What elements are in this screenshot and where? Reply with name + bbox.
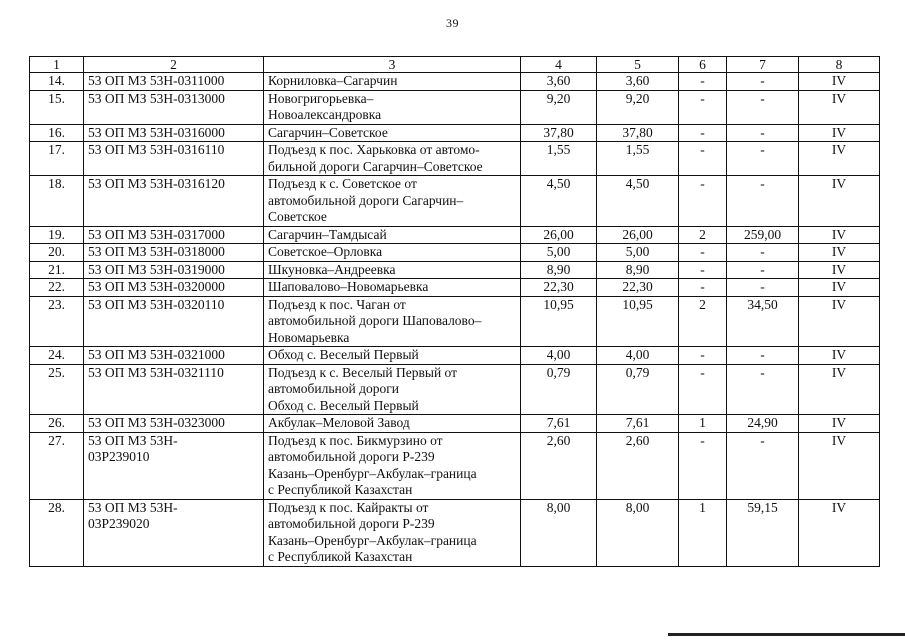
cell-c5: 0,79 bbox=[597, 364, 679, 415]
col-header-8: 8 bbox=[799, 57, 880, 73]
cell-n: 28. bbox=[30, 499, 84, 566]
cell-n: 27. bbox=[30, 432, 84, 499]
cell-name: Обход с. Веселый Первый bbox=[264, 347, 521, 365]
cell-c6: 1 bbox=[679, 499, 727, 566]
table-row bbox=[30, 261, 880, 279]
cell-c8: IV bbox=[799, 142, 880, 176]
cell-c4: 5,00 bbox=[521, 244, 597, 262]
cell-n: 24. bbox=[30, 347, 84, 365]
cell-c7: - bbox=[727, 124, 799, 142]
col-header-1: 1 bbox=[30, 57, 84, 73]
cell-c8: IV bbox=[799, 73, 880, 91]
cell-name: Сагарчин–Советское bbox=[264, 124, 521, 142]
cell-c8: IV bbox=[799, 90, 880, 124]
cell-c5: 9,20 bbox=[597, 90, 679, 124]
col-header-7: 7 bbox=[727, 57, 799, 73]
table-row bbox=[30, 347, 880, 365]
cell-name: Акбулак–Меловой Завод bbox=[264, 415, 521, 433]
cell-name: Советское–Орловка bbox=[264, 244, 521, 262]
cell-c5: 3,60 bbox=[597, 73, 679, 91]
col-header-5: 5 bbox=[597, 57, 679, 73]
cell-c6: 2 bbox=[679, 226, 727, 244]
cell-name: Подъезд к с. Веселый Первый от автомобильной дороги Обход с. Веселый Первый bbox=[264, 364, 521, 415]
cell-name: Шкуновка–Андреевка bbox=[264, 261, 521, 279]
cell-code: 53 ОП МЗ 53Н-0316110 bbox=[84, 142, 264, 176]
cell-n: 16. bbox=[30, 124, 84, 142]
cell-c5: 5,00 bbox=[597, 244, 679, 262]
table-row bbox=[30, 176, 880, 227]
cell-name: Корниловка–Сагарчин bbox=[264, 73, 521, 91]
cell-n: 23. bbox=[30, 296, 84, 347]
table-row bbox=[30, 499, 880, 566]
cell-c7: - bbox=[727, 347, 799, 365]
table-row bbox=[30, 226, 880, 244]
cell-c6: - bbox=[679, 432, 727, 499]
cell-c6: - bbox=[679, 73, 727, 91]
cell-name: Подъезд к пос. Бикмурзино от автомобильной дороги Р-239 Казань–Оренбург–Акбулак–граница с Республикой Казахстан bbox=[264, 432, 521, 499]
cell-c6: - bbox=[679, 124, 727, 142]
cell-c6: - bbox=[679, 261, 727, 279]
cell-c7: - bbox=[727, 244, 799, 262]
cell-c7: - bbox=[727, 90, 799, 124]
col-header-3: 3 bbox=[264, 57, 521, 73]
cell-c7: 34,50 bbox=[727, 296, 799, 347]
cell-c8: IV bbox=[799, 261, 880, 279]
cell-n: 20. bbox=[30, 244, 84, 262]
cell-c8: IV bbox=[799, 176, 880, 227]
cell-c8: IV bbox=[799, 226, 880, 244]
cell-code: 53 ОП МЗ 53Н-0311000 bbox=[84, 73, 264, 91]
cell-c4: 4,00 bbox=[521, 347, 597, 365]
cell-name: Сагарчин–Тамдысай bbox=[264, 226, 521, 244]
table-row bbox=[30, 364, 880, 415]
cell-c8: IV bbox=[799, 415, 880, 433]
cell-name: Подъезд к с. Советское от автомобильной дороги Сагарчин– Советское bbox=[264, 176, 521, 227]
cell-c4: 2,60 bbox=[521, 432, 597, 499]
cell-code: 53 ОП МЗ 53Н-0320110 bbox=[84, 296, 264, 347]
cell-c8: IV bbox=[799, 499, 880, 566]
cell-c5: 4,50 bbox=[597, 176, 679, 227]
cell-code: 53 ОП МЗ 53Н-0317000 bbox=[84, 226, 264, 244]
cell-n: 15. bbox=[30, 90, 84, 124]
table-row bbox=[30, 244, 880, 262]
cell-n: 19. bbox=[30, 226, 84, 244]
cell-code: 53 ОП МЗ 53Н- 03Р239010 bbox=[84, 432, 264, 499]
cell-code: 53 ОП МЗ 53Н- 03Р239020 bbox=[84, 499, 264, 566]
cell-c5: 7,61 bbox=[597, 415, 679, 433]
cell-code: 53 ОП МЗ 53Н-0313000 bbox=[84, 90, 264, 124]
cell-c7: 259,00 bbox=[727, 226, 799, 244]
cell-c6: - bbox=[679, 347, 727, 365]
cell-c7: - bbox=[727, 73, 799, 91]
table-row bbox=[30, 296, 880, 347]
cell-c5: 10,95 bbox=[597, 296, 679, 347]
cell-c4: 0,79 bbox=[521, 364, 597, 415]
table-row bbox=[30, 279, 880, 297]
cell-c8: IV bbox=[799, 296, 880, 347]
cell-code: 53 ОП МЗ 53Н-0316000 bbox=[84, 124, 264, 142]
table-row bbox=[30, 73, 880, 91]
cell-n: 18. bbox=[30, 176, 84, 227]
cell-n: 14. bbox=[30, 73, 84, 91]
cell-c8: IV bbox=[799, 432, 880, 499]
col-header-2: 2 bbox=[84, 57, 264, 73]
cell-code: 53 ОП МЗ 53Н-0321000 bbox=[84, 347, 264, 365]
cell-c4: 8,00 bbox=[521, 499, 597, 566]
cell-c7: - bbox=[727, 142, 799, 176]
cell-name: Шаповалово–Новомарьевка bbox=[264, 279, 521, 297]
cell-code: 53 ОП МЗ 53Н-0320000 bbox=[84, 279, 264, 297]
scan-edge-line bbox=[668, 633, 905, 636]
cell-c8: IV bbox=[799, 244, 880, 262]
cell-c7: 59,15 bbox=[727, 499, 799, 566]
cell-c8: IV bbox=[799, 279, 880, 297]
cell-c5: 22,30 bbox=[597, 279, 679, 297]
cell-c4: 1,55 bbox=[521, 142, 597, 176]
table-row bbox=[30, 90, 880, 124]
cell-c4: 26,00 bbox=[521, 226, 597, 244]
cell-c5: 26,00 bbox=[597, 226, 679, 244]
cell-n: 26. bbox=[30, 415, 84, 433]
cell-c6: - bbox=[679, 244, 727, 262]
cell-c4: 7,61 bbox=[521, 415, 597, 433]
cell-n: 25. bbox=[30, 364, 84, 415]
cell-c7: - bbox=[727, 279, 799, 297]
cell-c4: 8,90 bbox=[521, 261, 597, 279]
cell-n: 21. bbox=[30, 261, 84, 279]
roads-table bbox=[29, 56, 880, 567]
cell-code: 53 ОП МЗ 53Н-0321110 bbox=[84, 364, 264, 415]
cell-name: Подъезд к пос. Харьковка от автомо- бильной дороги Сагарчин–Советское bbox=[264, 142, 521, 176]
cell-c7: - bbox=[727, 261, 799, 279]
cell-code: 53 ОП МЗ 53Н-0316120 bbox=[84, 176, 264, 227]
cell-c6: - bbox=[679, 279, 727, 297]
cell-c5: 4,00 bbox=[597, 347, 679, 365]
cell-c5: 37,80 bbox=[597, 124, 679, 142]
cell-code: 53 ОП МЗ 53Н-0318000 bbox=[84, 244, 264, 262]
table-row bbox=[30, 415, 880, 433]
cell-c4: 22,30 bbox=[521, 279, 597, 297]
cell-c5: 8,90 bbox=[597, 261, 679, 279]
table-row bbox=[30, 142, 880, 176]
cell-c6: - bbox=[679, 364, 727, 415]
cell-c6: 2 bbox=[679, 296, 727, 347]
cell-c4: 10,95 bbox=[521, 296, 597, 347]
cell-c8: IV bbox=[799, 124, 880, 142]
page-number: 39 bbox=[446, 16, 459, 30]
cell-n: 22. bbox=[30, 279, 84, 297]
cell-code: 53 ОП МЗ 53Н-0323000 bbox=[84, 415, 264, 433]
header-row bbox=[30, 57, 880, 73]
table-row bbox=[30, 124, 880, 142]
cell-c7: - bbox=[727, 364, 799, 415]
cell-c6: - bbox=[679, 142, 727, 176]
cell-c4: 4,50 bbox=[521, 176, 597, 227]
cell-c6: - bbox=[679, 90, 727, 124]
cell-c5: 1,55 bbox=[597, 142, 679, 176]
cell-c5: 8,00 bbox=[597, 499, 679, 566]
cell-c4: 37,80 bbox=[521, 124, 597, 142]
cell-name: Подъезд к пос. Кайракты от автомобильной дороги Р-239 Казань–Оренбург–Акбулак–граница с Республикой Казахстан bbox=[264, 499, 521, 566]
cell-c6: - bbox=[679, 176, 727, 227]
cell-c4: 3,60 bbox=[521, 73, 597, 91]
cell-code: 53 ОП МЗ 53Н-0319000 bbox=[84, 261, 264, 279]
cell-name: Подъезд к пос. Чаган от автомобильной дороги Шаповалово– Новомарьевка bbox=[264, 296, 521, 347]
cell-c8: IV bbox=[799, 364, 880, 415]
col-header-4: 4 bbox=[521, 57, 597, 73]
cell-c8: IV bbox=[799, 347, 880, 365]
cell-c7: - bbox=[727, 432, 799, 499]
col-header-6: 6 bbox=[679, 57, 727, 73]
table-row bbox=[30, 432, 880, 499]
cell-c4: 9,20 bbox=[521, 90, 597, 124]
cell-c7: - bbox=[727, 176, 799, 227]
cell-c6: 1 bbox=[679, 415, 727, 433]
cell-c5: 2,60 bbox=[597, 432, 679, 499]
cell-name: Новогригорьевка– Новоалександровка bbox=[264, 90, 521, 124]
cell-c7: 24,90 bbox=[727, 415, 799, 433]
cell-n: 17. bbox=[30, 142, 84, 176]
